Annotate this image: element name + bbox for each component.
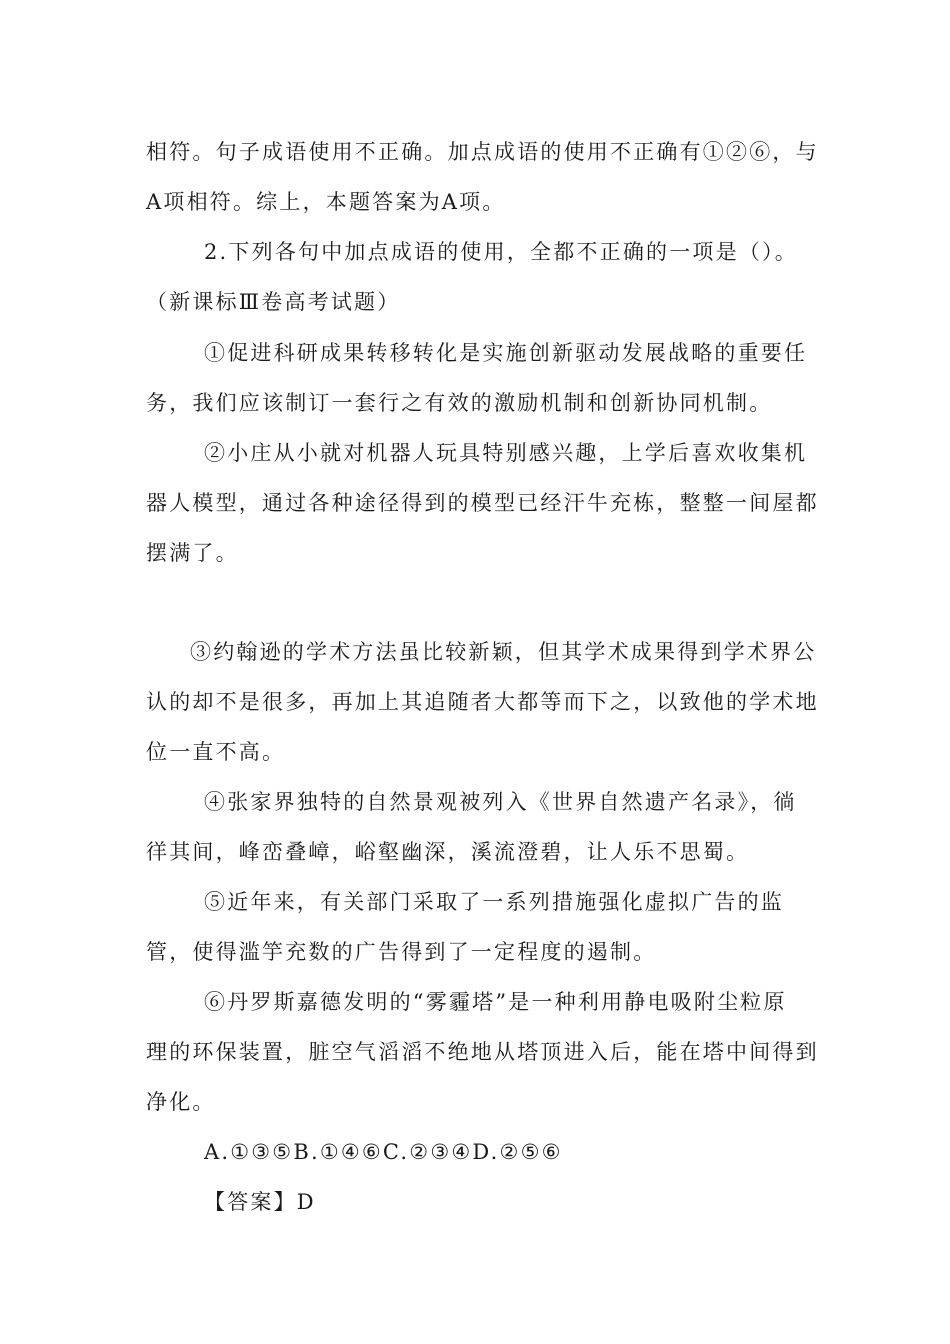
text-line: A项相符。综上，本题答案为A项。 bbox=[146, 190, 506, 214]
text-line: 器人模型，通过各种途径得到的模型已经汗牛充栋，整整一间屋都 bbox=[146, 491, 819, 515]
text-line: 相符。句子成语使用不正确。加点成语的使用不正确有①②⑥，与 bbox=[146, 140, 819, 164]
text-line: 认的却不是很多，再加上其追随者大都等而下之，以致他的学术地 bbox=[146, 690, 819, 714]
sentence-2: ②小庄从小就对机器人玩具特别感兴趣，上学后喜欢收集机 bbox=[204, 441, 808, 465]
sentence-1: ①促进科研成果转移转化是实施创新驱动发展战略的重要任 bbox=[204, 341, 808, 365]
answer: 【答案】D bbox=[204, 1190, 316, 1214]
text-line: 徉其间，峰峦叠嶂，峪壑幽深，溪流澄碧，让人乐不思蜀。 bbox=[146, 840, 750, 864]
text-line: 位一直不高。 bbox=[146, 740, 286, 764]
answer-options: A.①③⑤B.①④⑥C.②③④D.②⑤⑥ bbox=[204, 1140, 563, 1164]
text-line: 摆满了。 bbox=[146, 541, 239, 565]
question-source: （新课标Ⅲ卷高考试题） bbox=[146, 290, 401, 314]
sentence-4: ④张家界独特的自然景观被列入《世界自然遗产名录》，徜 bbox=[204, 790, 797, 814]
text-line: 务，我们应该制订一套行之有效的激励机制和创新协同机制。 bbox=[146, 391, 773, 415]
text-line: 理的环保装置，脏空气滔滔不绝地从塔顶进入后，能在塔中间得到 bbox=[146, 1040, 819, 1064]
sentence-3: ③约翰逊的学术方法虽比较新颖，但其学术成果得到学术界公 bbox=[190, 640, 817, 664]
sentence-6: ⑥丹罗斯嘉德发明的“雾霾塔”是一种利用静电吸附尘粒原 bbox=[204, 990, 787, 1014]
text-line: 净化。 bbox=[146, 1090, 216, 1114]
sentence-5: ⑤近年来，有关部门采取了一系列措施强化虚拟广告的监 bbox=[204, 890, 784, 914]
text-line: 管，使得滥竽充数的广告得到了一定程度的遏制。 bbox=[146, 940, 657, 964]
question-stem: 2.下列各句中加点成语的使用，全都不正确的一项是（）。 bbox=[204, 240, 798, 264]
